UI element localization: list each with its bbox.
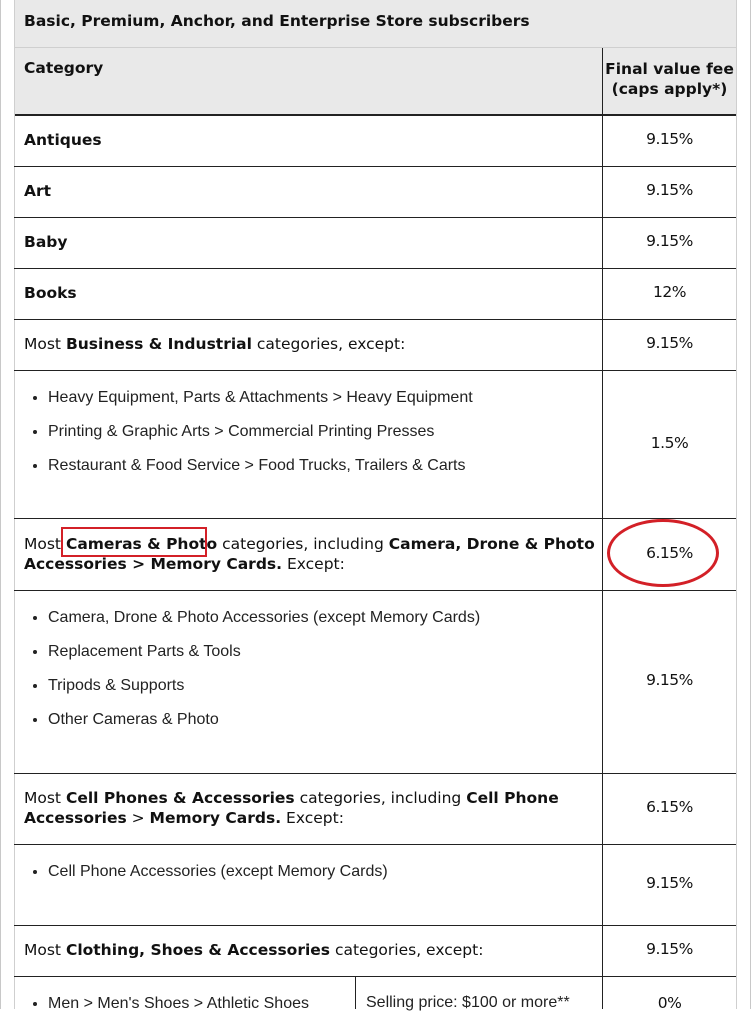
row-baby: Baby (24, 233, 68, 251)
column-header-fee (603, 59, 736, 99)
fee-clothing-exceptions: 0% (657, 994, 682, 1012)
fee-clothing: 9.15% (646, 940, 693, 958)
row-divider (14, 217, 736, 218)
list-item: • Printing & Graphic Arts > Commercial Printing Presses (48, 415, 473, 449)
row-business-industrial: Most Business & Industrial categories, except: (24, 335, 406, 353)
row-divider (14, 773, 736, 774)
subcolumn-divider (355, 977, 356, 1009)
row-art: Art (24, 182, 52, 200)
cellphones-exceptions-list (24, 855, 388, 889)
row-cameras-photo: Most Cameras & Photo categories, including Camera, Drone & Photo Accessories > Memory Cards. Except: (24, 535, 595, 573)
row-divider (14, 844, 736, 845)
fee-cell-phones: 6.15% (646, 798, 693, 816)
list-item: • Other Cameras & Photo (48, 703, 480, 737)
fee-art: 9.15% (646, 181, 693, 199)
list-item: • Men > Men's Shoes > Athletic Shoes (48, 987, 309, 1021)
table-border-left (14, 0, 15, 1009)
header-divider (14, 114, 736, 116)
row-divider (14, 268, 736, 269)
list-item: • Replacement Parts & Tools (48, 635, 480, 669)
row-divider (14, 518, 736, 519)
fee-header-line2: (caps apply*) (611, 80, 728, 98)
list-item: • Tripods & Supports (48, 669, 480, 703)
table-border-right (736, 0, 737, 1009)
fee-business-exceptions: 1.5% (650, 434, 689, 452)
fee-cameras-photo: 6.15% (646, 544, 693, 562)
fee-business-industrial: 9.15% (646, 334, 693, 352)
fee-header-line1: Final value fee (605, 60, 734, 78)
row-divider (14, 319, 736, 320)
fee-cellphones-exceptions: 9.15% (646, 874, 693, 892)
row-cell-phones: Most Cell Phones & Accessories categories, including Cell Phone Accessories > Memory Cards. Except: (24, 789, 559, 827)
row-books: Books (24, 284, 77, 302)
clothing-exceptions-list (24, 987, 309, 1021)
highlight-box-annotation (61, 527, 207, 557)
list-item: • Restaurant & Food Service > Food Trucks, Trailers & Carts (48, 449, 473, 483)
business-exceptions-list (24, 381, 473, 483)
subscriber-heading: Basic, Premium, Anchor, and Enterprise Store subscribers (24, 12, 530, 30)
row-divider (14, 166, 736, 167)
fee-baby: 9.15% (646, 232, 693, 250)
fee-books: 12% (653, 283, 686, 301)
clothing-condition: Selling price: $100 or more** (366, 994, 570, 1011)
list-item: • Cell Phone Accessories (except Memory Cards) (48, 855, 388, 889)
list-item: • Heavy Equipment, Parts & Attachments > Heavy Equipment (48, 381, 473, 415)
column-header-category: Category (24, 59, 104, 77)
row-divider (14, 590, 736, 591)
divider (14, 47, 736, 48)
row-divider (14, 976, 736, 977)
highlight-circle-annotation (607, 519, 719, 587)
fee-antiques: 9.15% (646, 130, 693, 148)
row-clothing: Most Clothing, Shoes & Accessories categories, except: (24, 941, 484, 959)
row-antiques: Antiques (24, 131, 102, 149)
row-divider (14, 370, 736, 371)
cameras-exceptions-list (24, 601, 480, 737)
row-divider (14, 925, 736, 926)
fee-cameras-exceptions: 9.15% (646, 671, 693, 689)
list-item: • Camera, Drone & Photo Accessories (except Memory Cards) (48, 601, 480, 635)
